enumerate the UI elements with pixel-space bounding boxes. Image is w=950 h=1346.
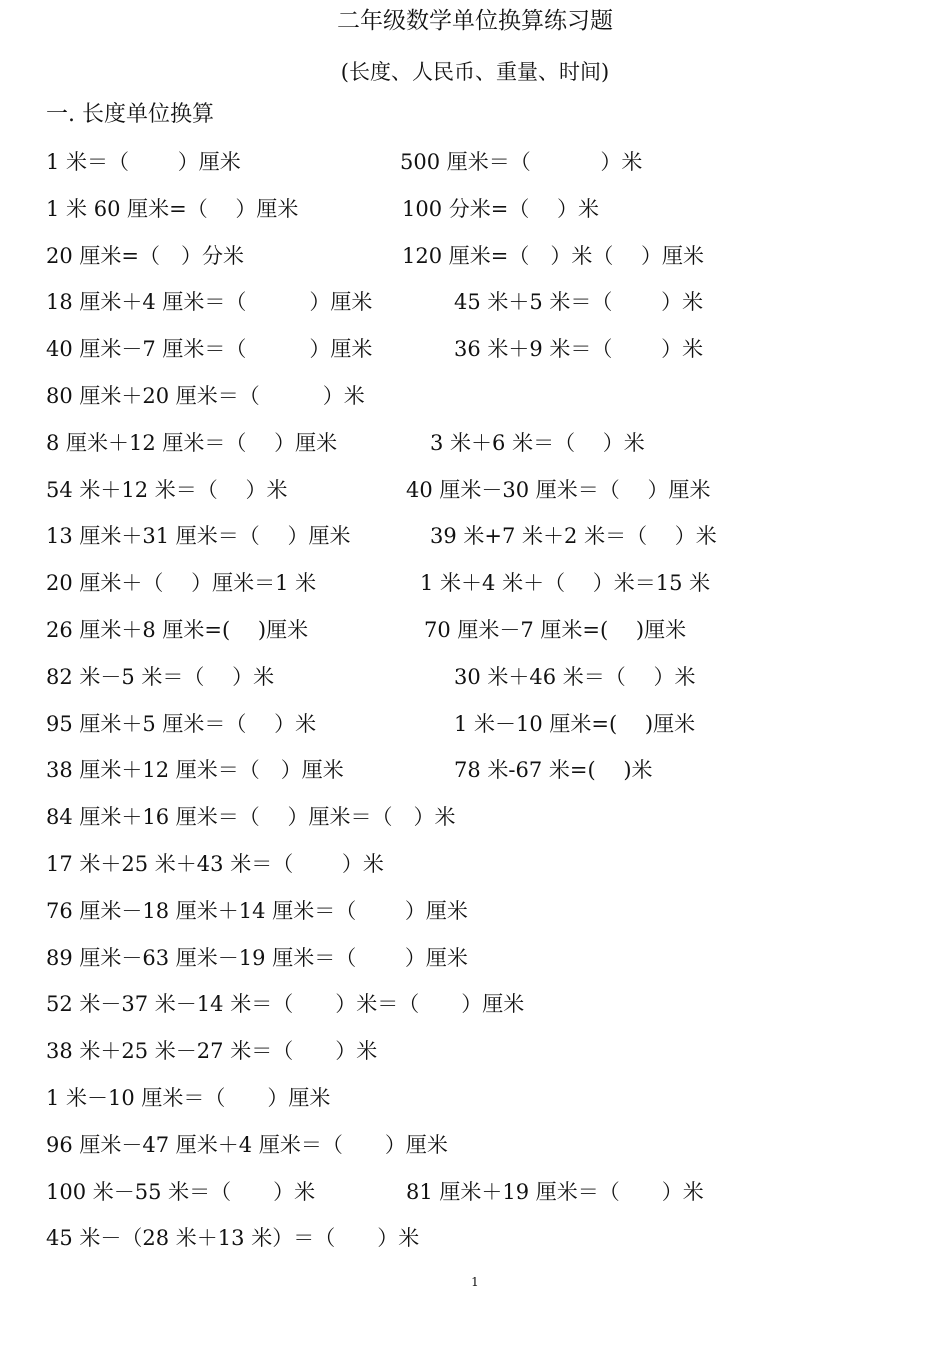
problem-left: 76 厘米－18 厘米＋14 厘米＝（ ）厘米 (46, 898, 468, 923)
problem-right: 39 米+7 米＋2 米＝（ ）米 (430, 524, 717, 549)
problem-left: 82 米－5 米＝（ ）米 (46, 664, 275, 689)
problem-left: 95 厘米＋5 厘米＝（ ）米 (46, 711, 317, 736)
problem-left: 20 厘米＋（ ）厘米＝1 米 (46, 571, 317, 596)
problem-right: 30 米＋46 米＝（ ）米 (454, 664, 696, 689)
problem-right: 70 厘米－7 厘米=( )厘米 (424, 618, 687, 642)
problem-left: 1 米＝（ ）厘米 (46, 150, 241, 174)
problem-left: 26 厘米＋8 厘米=( )厘米 (46, 618, 309, 642)
problem-left: 54 米＋12 米＝（ ）米 (46, 477, 288, 502)
problem-left: 17 米＋25 米＋43 米＝（ ）米 (46, 852, 384, 876)
page-number: 1 (471, 1275, 479, 1289)
problem-right: 1 米＋4 米＋（ ）米＝15 米 (420, 571, 711, 596)
problem-right: 36 米＋9 米＝（ ）米 (454, 337, 704, 362)
problem-left: 13 厘米＋31 厘米＝（ ）厘米 (46, 524, 351, 549)
problem-right: 100 分米=（ ）米 (402, 196, 600, 221)
page-title: 二年级数学单位换算练习题 (337, 8, 613, 34)
problem-left: 1 米－10 厘米＝（ ）厘米 (46, 1086, 331, 1110)
problem-left: 1 米 60 厘米=（ ）厘米 (46, 196, 299, 221)
problem-left: 40 厘米－7 厘米＝（ ）厘米 (46, 337, 373, 362)
problem-left: 18 厘米＋4 厘米＝（ ）厘米 (46, 290, 373, 315)
problem-left: 52 米－37 米－14 米＝（ ）米＝（ ）厘米 (46, 992, 525, 1017)
problem-right: 40 厘米－30 厘米＝（ ）厘米 (406, 477, 711, 502)
problem-left: 8 厘米＋12 厘米＝（ ）厘米 (46, 430, 338, 455)
problem-left: 96 厘米－47 厘米＋4 厘米＝（ ）厘米 (46, 1132, 448, 1157)
problem-left: 20 厘米=（ ）分米 (46, 243, 244, 268)
problem-right: 500 厘米＝（ ）米 (400, 150, 643, 174)
problem-right: 3 米＋6 米＝（ ）米 (430, 430, 645, 455)
page-subtitle: (长度、人民币、重量、时间) (340, 60, 610, 84)
problem-left: 100 米－55 米＝（ ）米 (46, 1179, 316, 1204)
problem-right: 1 米－10 厘米=( )厘米 (454, 711, 696, 736)
problem-left: 89 厘米－63 厘米－19 厘米＝（ ）厘米 (46, 945, 468, 970)
problem-right: 78 米-67 米=( )米 (454, 758, 653, 783)
problem-left: 84 厘米＋16 厘米＝（ ）厘米＝（ ）米 (46, 805, 456, 830)
problem-left: 38 米＋25 米－27 米＝（ ）米 (46, 1039, 378, 1064)
problem-left: 80 厘米＋20 厘米＝（ ）米 (46, 384, 365, 408)
problem-left: 38 厘米＋12 厘米＝（ ）厘米 (46, 758, 344, 783)
section-heading: 一. 长度单位换算 (46, 102, 214, 127)
problem-right: 81 厘米＋19 厘米＝（ ）米 (406, 1179, 704, 1204)
problem-right: 120 厘米=（ ）米（ ）厘米 (402, 243, 705, 268)
problem-right: 45 米＋5 米＝（ ）米 (454, 290, 704, 315)
problem-left: 45 米－（28 米＋13 米）＝（ ）米 (46, 1226, 420, 1251)
